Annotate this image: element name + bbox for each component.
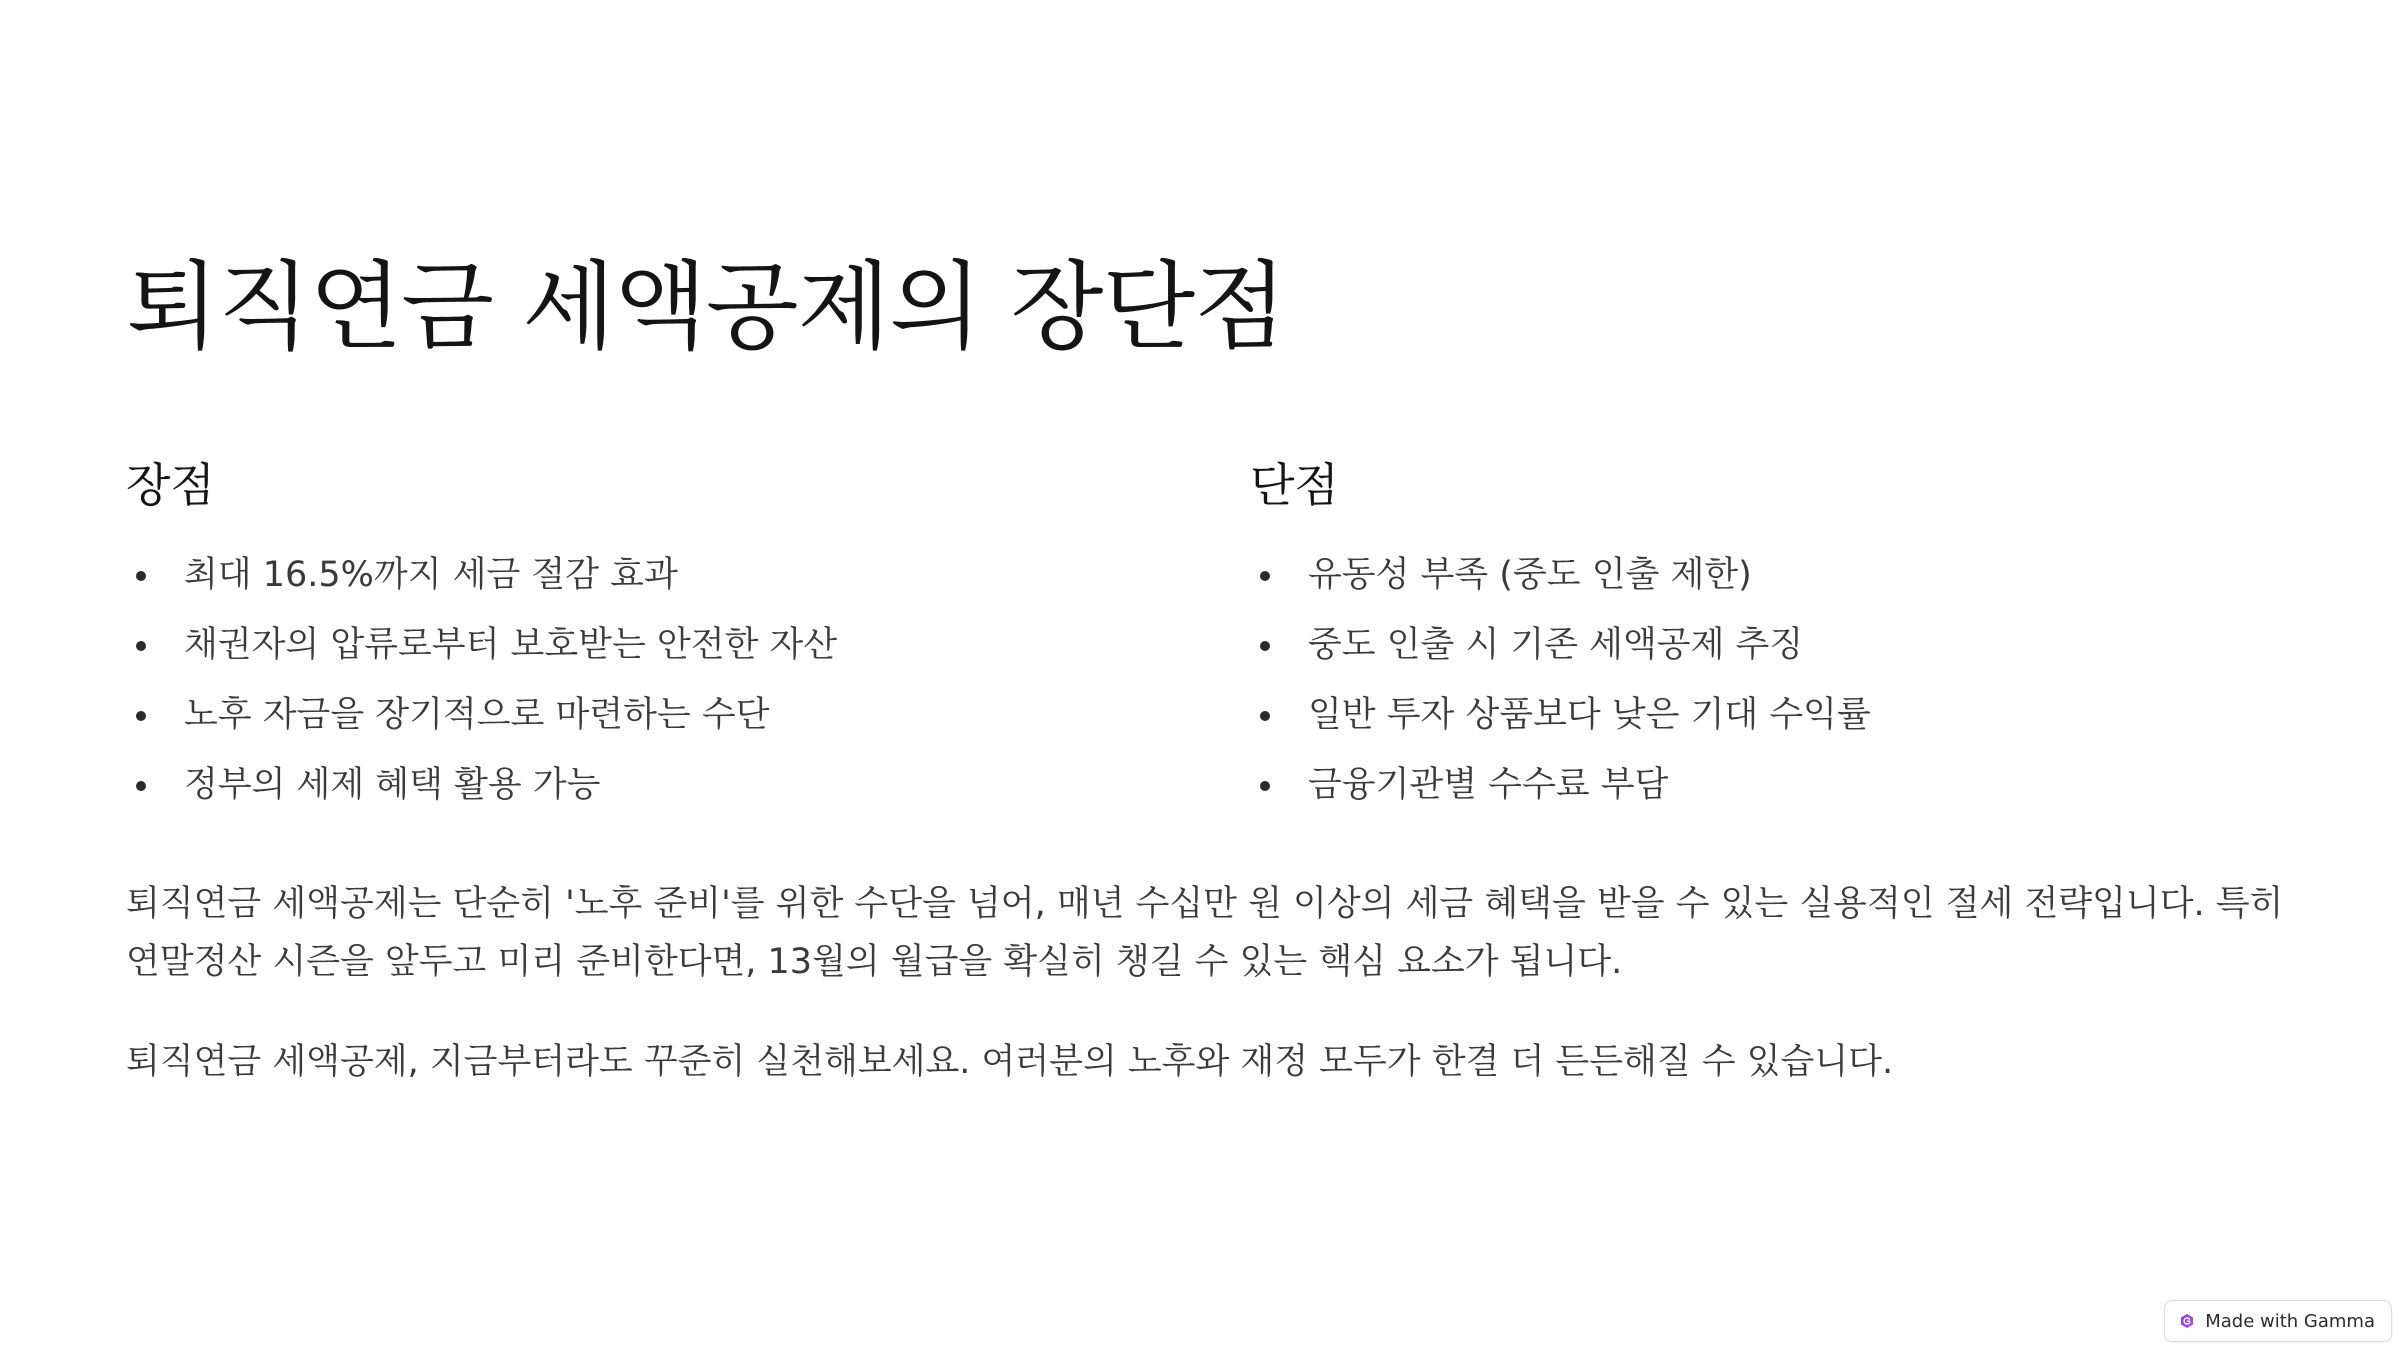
- cons-heading: 단점: [1250, 458, 1339, 512]
- list-item: [126, 750, 1186, 820]
- bullet-icon: [136, 781, 146, 791]
- list-item: [1250, 750, 2310, 820]
- list-item: [1250, 540, 2310, 610]
- badge-label: Made with Gamma: [2205, 1310, 2375, 1332]
- bullet-icon: [136, 711, 146, 721]
- list-item-text: 금융기관별 수수료 부담: [1308, 764, 1669, 805]
- list-item-text: 채권자의 압류로부터 보호받는 안전한 자산: [184, 624, 838, 665]
- bullet-icon: [1260, 641, 1270, 651]
- list-item: [126, 540, 1186, 610]
- list-item-text: 노후 자금을 장기적으로 마련하는 수단: [184, 694, 770, 735]
- list-item: [1250, 610, 2310, 680]
- bullet-icon: [1260, 571, 1270, 581]
- pros-list: [126, 540, 1186, 820]
- bullet-icon: [1260, 781, 1270, 791]
- bullet-icon: [136, 641, 146, 651]
- list-item-text: 최대 16.5%까지 세금 절감 효과: [184, 554, 678, 595]
- page-title: 퇴직연금 세액공제의 장단점: [126, 251, 1286, 363]
- pros-column: [126, 456, 1186, 820]
- list-item-text: 정부의 세제 혜택 활용 가능: [184, 764, 601, 805]
- cons-list: [1250, 540, 2310, 820]
- closing-paragraph: 퇴직연금 세액공제, 지금부터라도 꾸준히 실천해보세요. 여러분의 노후와 재정 모두가 한결 더 든든해질 수 있습니다.: [126, 1042, 1894, 1082]
- bullet-icon: [1260, 711, 1270, 721]
- list-item-text: 유동성 부족 (중도 인출 제한): [1308, 554, 1752, 595]
- list-item: [1250, 680, 2310, 750]
- cons-column: [1250, 456, 2310, 820]
- list-item-text: 일반 투자 상품보다 낮은 기대 수익률: [1308, 694, 1871, 735]
- made-with-gamma-badge[interactable]: [2164, 1300, 2392, 1342]
- list-item-text: 중도 인출 시 기존 세액공제 추징: [1308, 624, 1804, 665]
- bullet-icon: [136, 571, 146, 581]
- gamma-logo-icon: [2179, 1313, 2195, 1329]
- list-item: [126, 610, 1186, 680]
- summary-paragraph: 퇴직연금 세액공제는 단순히 '노후 준비'를 위한 수단을 넘어, 매년 수십만 원 이상의 세금 혜택을 받을 수 있는 실용적인 절세 전략입니다. 특히 연말정산 시즌을 앞두고 미리 준비한다면, 13월의 월급을 확실히 챙길 수 있는 핵심 요소가 됩니다.: [126, 884, 2284, 982]
- list-item: [126, 680, 1186, 750]
- pros-heading: 장점: [126, 458, 215, 512]
